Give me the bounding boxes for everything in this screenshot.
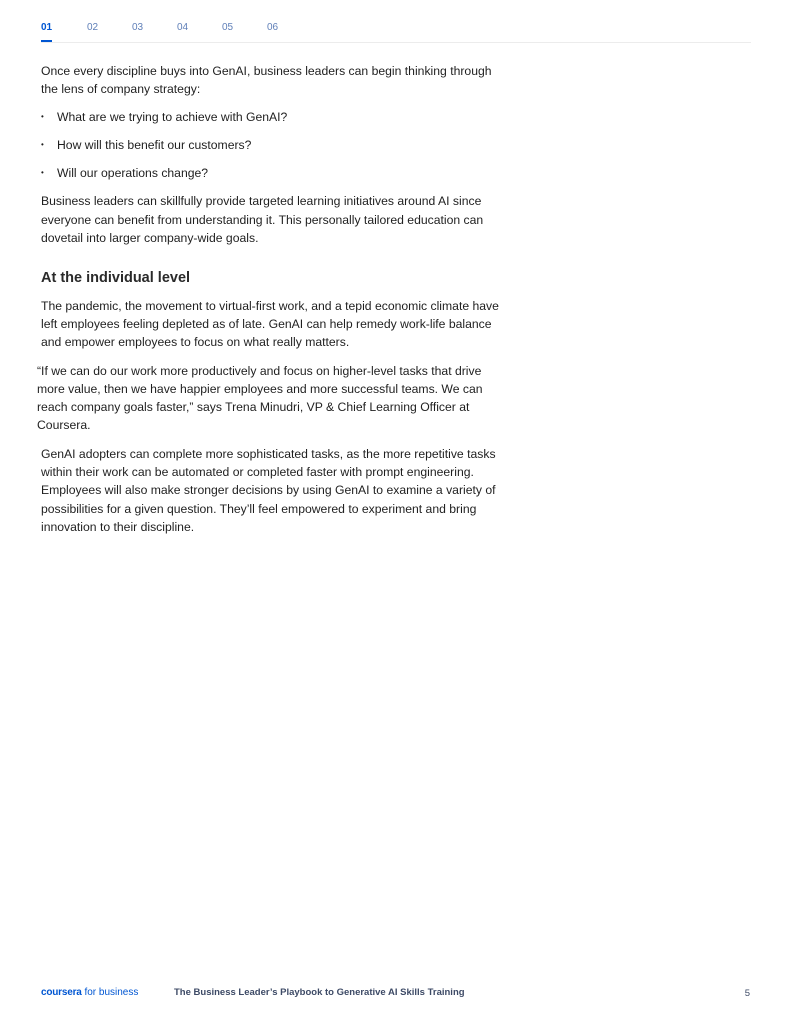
- strategy-questions-list: [41, 108, 511, 183]
- tab-02[interactable]: 02: [87, 22, 99, 33]
- intro-paragraph: Once every discipline buys into GenAI, business leaders can begin thinking through the lens of company strategy:: [41, 64, 492, 97]
- tab-04[interactable]: 04: [177, 22, 189, 33]
- document-title: The Business Leader’s Playbook to Generative AI Skills Training: [174, 987, 465, 998]
- list-item-text: How will this benefit our customers?: [57, 137, 252, 152]
- logo-suffix: for business: [84, 987, 139, 998]
- section-heading: At the individual level: [41, 270, 191, 287]
- page-footer: [41, 987, 750, 1001]
- tab-01[interactable]: 01: [41, 22, 53, 33]
- bullet-icon: •: [41, 168, 44, 178]
- section-tabs: [41, 21, 751, 43]
- adopters-paragraph: GenAI adopters can complete more sophisticated tasks, as the more repetitive tasks within their work can be automated or completed faster with prompt engineering. Employees will also make stronger decisions by using GenAI to examine a variety of possibilities for a given question. They’ll feel empowered to experiment and bring innovation to their discipline.: [41, 446, 496, 534]
- quote-paragraph: “If we can do our work more productively and focus on higher-level tasks that drive more value, then we have happier employees and more successful teams. We can reach company goals faster,” says Trena Minudri, VP & Chief Learning Officer at Coursera.: [37, 363, 483, 433]
- bullet-icon: •: [41, 139, 44, 149]
- active-tab-indicator: [41, 40, 52, 42]
- list-item-text: What are we trying to achieve with GenAI?: [57, 109, 288, 124]
- logo-brand: coursera: [41, 987, 82, 998]
- bullet-icon: •: [41, 111, 44, 121]
- list-item: [41, 108, 511, 126]
- tab-05[interactable]: 05: [222, 22, 234, 33]
- list-item: [41, 136, 511, 154]
- learning-initiatives-paragraph: Business leaders can skillfully provide targeted learning initiatives around AI since everyone can benefit from understanding it. This personally tailored education can dovetail into larger company-wide goals.: [41, 194, 484, 246]
- main-content: [37, 62, 511, 536]
- page-number: 5: [744, 988, 750, 999]
- tab-06[interactable]: 06: [267, 22, 279, 33]
- tab-03[interactable]: 03: [132, 22, 144, 33]
- coursera-for-business-logo: [41, 987, 138, 998]
- list-item-text: Will our operations change?: [57, 166, 209, 181]
- pandemic-paragraph: The pandemic, the movement to virtual-first work, and a tepid economic climate have left employees feeling depleted as of late. GenAI can help remedy work-life balance and empower employees to focus on what really matters.: [41, 298, 499, 350]
- list-item: [41, 164, 511, 182]
